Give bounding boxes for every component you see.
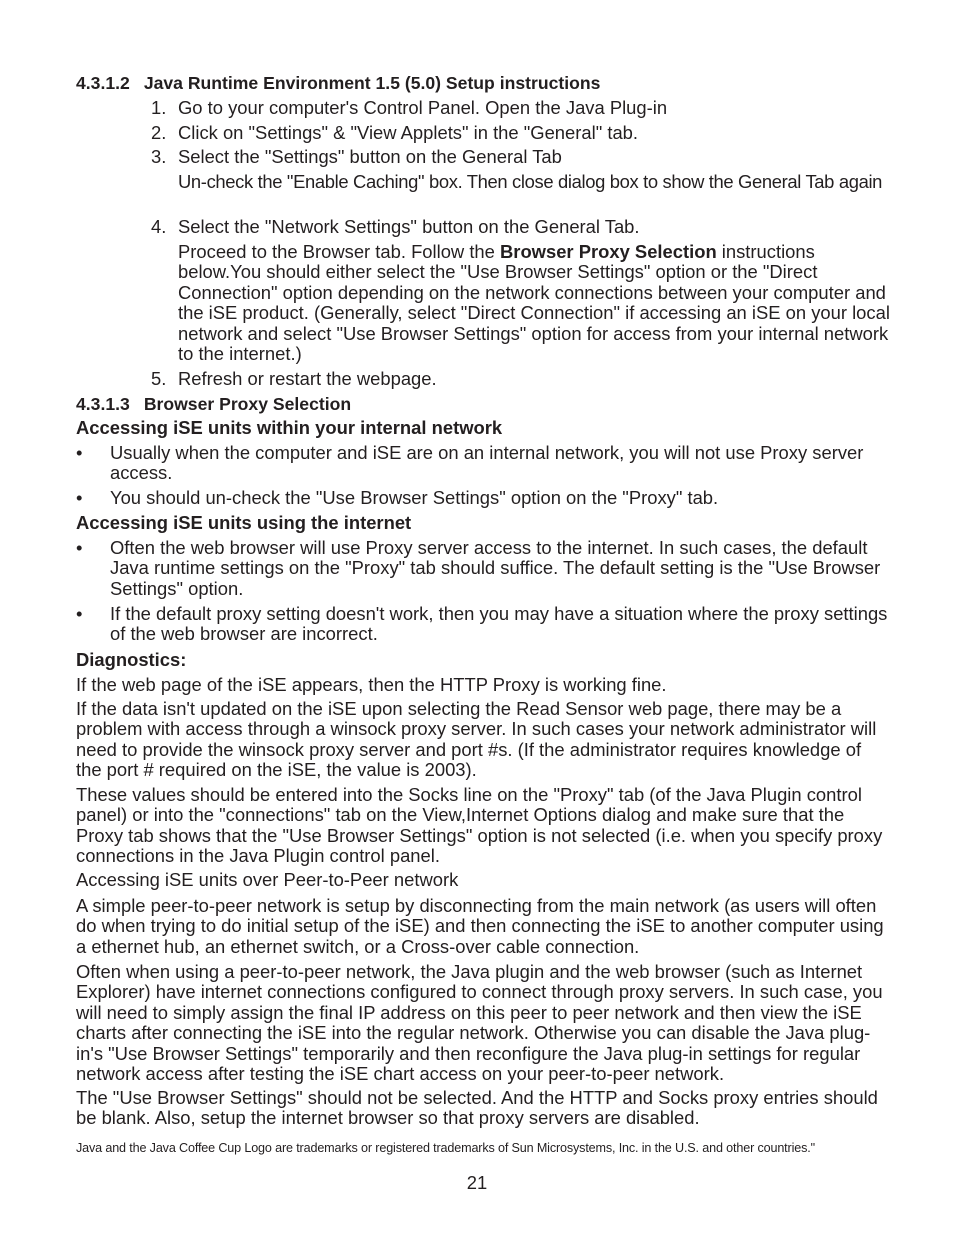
subheading: Accessing iSE units within your internal network xyxy=(76,417,503,438)
paragraph: These values should be entered into the Socks line on the "Proxy" tab (of the Java Plugin control panel) or into the "connections" tab on the View,Internet Options dialog and make sure that the Proxy tab shows that the "Use Browser Settings" option is not selected (i.e. when you specify proxy connections in the Java Plugin control panel. xyxy=(76,784,883,867)
bullet-text: You should un-check the "Use Browser Settings" option on the "Proxy" tab. xyxy=(110,487,719,508)
note-text: instructions below.You should either select the "Use Browser Settings" option or the "Direct Connection" option depending on the network connections between your computer and the iSE product. (Generally, select "Direct Connection" if accessing an iSE on your local network and select "Use Browser Settings" option for access from your internal network to the internet.) xyxy=(178,241,890,365)
step-number: 2. xyxy=(151,122,167,143)
section-number: 4.3.1.2 xyxy=(76,73,130,93)
bullet-text: If the default proxy setting doesn't work, then you may have a situation where the proxy settings of the web browser are incorrect. xyxy=(110,603,888,645)
note-text: Proceed to the Browser tab. Follow the xyxy=(178,241,500,262)
bullet-icon: • xyxy=(76,537,83,558)
step-text: Refresh or restart the webpage. xyxy=(178,368,437,389)
paragraph: If the data isn't updated on the iSE upon selecting the Read Sensor web page, there may be a problem with access through a winsock proxy server. In such cases your network administrator will need to provide the winsock proxy server and port #s. (If the administrator requires knowledge of the port # required on the iSE, the value is 2003). xyxy=(76,698,877,781)
step-note: Un-check the "Enable Caching" box. Then close dialog box to show the General Tab again xyxy=(178,171,883,192)
bullet-icon: • xyxy=(76,603,83,624)
section-heading-4312 xyxy=(76,73,600,93)
step-text: Click on "Settings" & "View Applets" in the "General" tab. xyxy=(178,122,639,143)
step-text: Go to your computer's Control Panel. Open the Java Plug-in xyxy=(178,97,668,118)
bullet-text: Usually when the computer and iSE are on an internal network, you will not use Proxy server access. xyxy=(110,442,864,484)
section-number: 4.3.1.3 xyxy=(76,394,130,414)
subheading: Diagnostics: xyxy=(76,649,187,670)
paragraph: Often when using a peer-to-peer network, the Java plugin and the web browser (such as Internet Explorer) have internet connections configured to connect through proxy servers. In such case, you will need to simply assign the final IP address on this peer to peer network and then view the iSE charts after connecting the iSE into the regular network. Otherwise you can disable the Java plug-in's "Use Browser Settings" temporarily and then reconfigure the Java plug-in settings for regular network access after testing the iSE chart access on your peer-to-peer network. xyxy=(76,961,883,1085)
page-number: 21 xyxy=(466,1172,488,1193)
section-heading-4313 xyxy=(76,394,351,414)
subheading: Accessing iSE units using the internet xyxy=(76,512,412,533)
bullet-icon: • xyxy=(76,487,83,508)
note-emphasis: Browser Proxy Selection xyxy=(500,241,717,262)
paragraph: Accessing iSE units over Peer-to-Peer network xyxy=(76,869,459,890)
step-number: 4. xyxy=(151,216,167,237)
step-number: 1. xyxy=(151,97,167,118)
step-note xyxy=(178,242,890,364)
paragraph: The "Use Browser Settings" should not be selected. And the HTTP and Socks proxy entries should be blank. Also, setup the internet browser so that proxy servers are disabled. xyxy=(76,1087,878,1129)
step-text: Select the "Settings" button on the General Tab xyxy=(178,146,562,167)
trademark-footnote: Java and the Java Coffee Cup Logo are trademarks or registered trademarks of Sun Microsystems, Inc. in the U.S. and other countries." xyxy=(76,1141,815,1155)
bullet-text: Often the web browser will use Proxy server access to the internet. In such cases, the default Java runtime settings on the "Proxy" tab should suffice. The default setting is the "Use Browser Settings" option. xyxy=(110,537,881,599)
step-number: 3. xyxy=(151,146,167,167)
step-number: 5. xyxy=(151,368,167,389)
paragraph: If the web page of the iSE appears, then the HTTP Proxy is working fine. xyxy=(76,674,667,695)
section-title: Java Runtime Environment 1.5 (5.0) Setup instructions xyxy=(143,73,601,93)
bullet-icon: • xyxy=(76,442,83,463)
section-title: Browser Proxy Selection xyxy=(143,394,352,414)
paragraph: A simple peer-to-peer network is setup by disconnecting from the main network (as users will often do when trying to do initial setup of the iSE) and then connecting the iSE to another computer using a ethernet hub, an ethernet switch, or a Cross-over cable connection. xyxy=(76,895,884,957)
step-text: Select the "Network Settings" button on the General Tab. xyxy=(178,216,640,237)
